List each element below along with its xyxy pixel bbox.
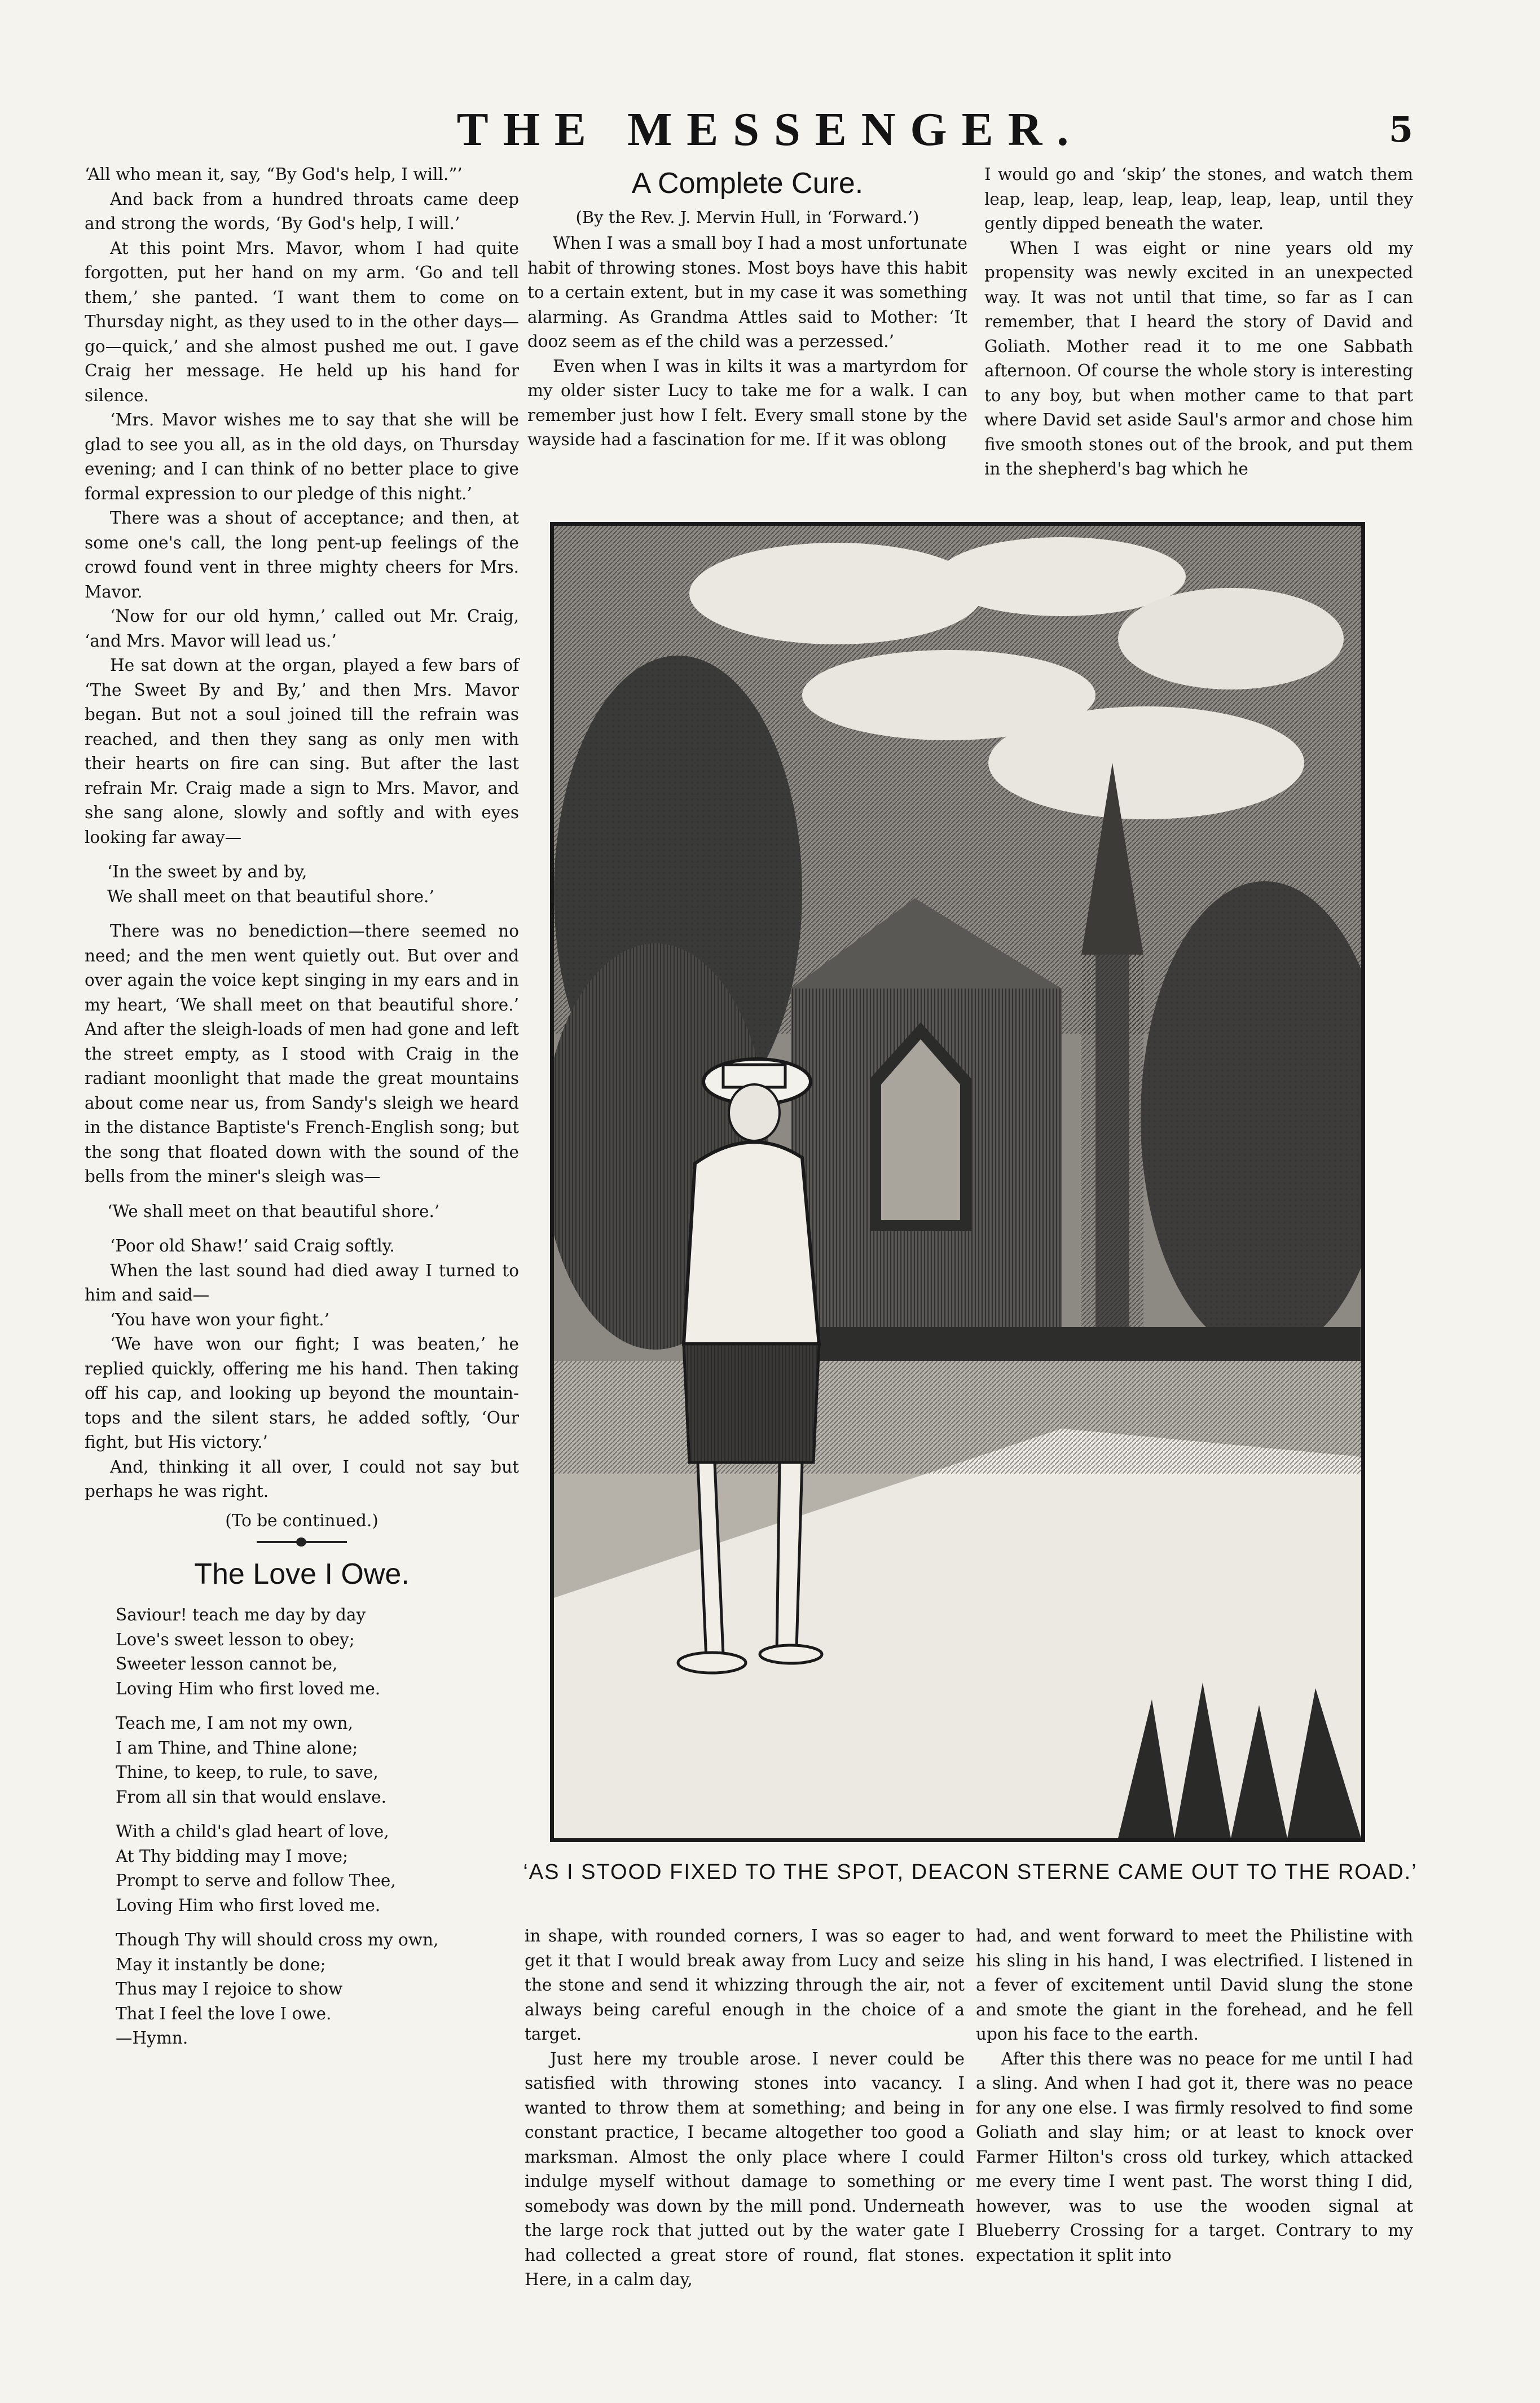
poem-line: Loving Him who first loved me. <box>116 1679 381 1698</box>
page-number: 5 <box>1388 109 1413 150</box>
poem-line: I am Thine, and Thine alone; <box>116 1738 358 1758</box>
illustration-caption: ‘AS I STOOD FIXED TO THE SPOT, DEACON STERNE CAME OUT TO THE ROAD.’ <box>523 1860 1418 1884</box>
poem-line: Teach me, I am not my own, <box>116 1714 353 1733</box>
paragraph: ‘Poor old Shaw!’ said Craig softly. <box>110 1236 395 1255</box>
paragraph: ‘You have won your fight.’ <box>110 1310 329 1329</box>
poem-stanza-1 <box>116 1603 519 1701</box>
paragraph: After this there was no peace for me until I had a sling. And when I had got it, there was no peace for any one else. I was firmly resolved to find some Goliath and slay him; or at least to knock over Farmer Hilton's cross old turkey, which attacked me every time I went past. The worst thing I did, however, was to use the wooden signal at Blueberry Crossing for a target. Contrary to my expectation it split into <box>976 2049 1413 2265</box>
paragraph: ‘Mrs. Mavor wishes me to say that she will be glad to see you all, as in the old days, on Thursday evening; and I can think of no better place to give formal expression to our pledge of this night.’ <box>85 410 519 503</box>
article-column-right-bottom <box>976 1924 1413 2268</box>
verse-line: ‘In the sweet by and by, <box>107 862 307 881</box>
page-header <box>0 102 1540 169</box>
article-byline: (By the Rev. J. Mervin Hull, in ‘Forward.’) <box>575 208 919 227</box>
paragraph: Just here my trouble arose. I never could be satisfied with throwing stones into vacancy. I wanted to throw them at something; and being in constant practice, I became altogether too good a marksman. Almost the only place where I could indulge myself without damage to something or somebody was down by the mill pond. Underneath the large rock that jutted out by the water gate I had collected a great store of round, flat stones. Here, in a calm day, <box>525 2049 965 2289</box>
engraving-illustration <box>554 526 1361 1838</box>
paragraph: When I was a small boy I had a most unfortunate habit of throwing stones. Most boys have this habit to a certain extent, but in my case it was something alarming. As Grandma Attles said to Mother: ‘It dooz seem as ef the child was a perzessed.’ <box>527 234 967 351</box>
paragraph: When I was eight or nine years old my propensity was newly excited in an unexpected way. It was not until that time, so far as I can remember, that I heard the story of David and Goliath. Mother read it to me one Sabbath afternoon. Of course the whole story is interesting to any boy, but when mother came to that part where David set aside Saul's armor and chose him five smooth stones out of the brook, and put them in the shepherd's bag which he <box>984 238 1413 478</box>
paragraph: There was a shout of acceptance; and then, at some one's call, the long pent-up feelings of the crowd found vent in three mighty cheers for Mrs. Mavor. <box>85 508 519 601</box>
poem-source: —Hymn. <box>116 2028 188 2048</box>
poem-stanza-3 <box>116 1820 519 1918</box>
article-title: A Complete Cure. <box>631 167 864 200</box>
poem-line: Love's sweet lesson to obey; <box>116 1629 355 1649</box>
paragraph: When the last sound had died away I turned to him and said— <box>85 1260 519 1304</box>
poem-line: At Thy bidding may I move; <box>116 1846 348 1866</box>
paragraph: had, and went forward to meet the Philistine with his sling in his hand, I was electrified. I listened in a fever of excitement until David slung the stone and smote the giant in the forehead, and he fell upon his face to the earth. <box>976 1926 1413 2044</box>
article-column-right-top <box>984 162 1413 482</box>
poem-line: Saviour! teach me day by day <box>116 1605 366 1624</box>
paragraph: And, thinking it all over, I could not say but perhaps he was right. <box>85 1457 519 1501</box>
paragraph: in shape, with rounded corners, I was so eager to get it that I would break away from Lucy and seize the stone and send it whizzing through the air, not always being careful enough in the choice of a target. <box>525 1926 965 2044</box>
paragraph: Even when I was in kilts it was a martyrdom for my older sister Lucy to take me for a walk. I can remember just how I felt. Every small stone by the wayside had a fascination for me. If it was oblong <box>527 356 967 449</box>
poem-title: The Love I Owe. <box>194 1558 410 1591</box>
poem-line: Loving Him who first loved me. <box>116 1895 381 1915</box>
poem-line: With a child's glad heart of love, <box>116 1822 389 1841</box>
poem-line: May it instantly be done; <box>116 1954 326 1974</box>
article-column-bottom <box>525 1924 965 2292</box>
paragraph: He sat down at the organ, played a few bars of ‘The Sweet By and By,’ and then Mrs. Mavor began. But not a soul joined till the refrain was reached, and then they sang as only men with their hearts on fire can sing. But after the last refrain Mr. Craig made a sign to Mrs. Mavor, and she sang alone, slowly and softly and with eyes looking far away— <box>85 656 519 847</box>
poem-line: Thus may I rejoice to show <box>116 1979 343 1998</box>
poem-line: Sweeter lesson cannot be, <box>116 1654 338 1673</box>
paragraph: ‘We have won our fight; I was beaten,’ he replied quickly, offering me his hand. Then taking off his cap, and looking up beyond the mountain-tops and the silent stars, he added softly, ‘Our fight, but His victory.’ <box>85 1334 519 1452</box>
poem-line: That I feel the love I owe. <box>116 2004 332 2023</box>
poem-line: Though Thy will should cross my own, <box>116 1930 439 1949</box>
masthead: THE MESSENGER. <box>456 103 1084 156</box>
paragraph: I would go and ‘skip’ the stones, and watch them leap, leap, leap, leap, leap, leap, leap, until they gently dipped beneath the water. <box>984 165 1413 233</box>
verse-quote <box>107 860 519 909</box>
article-column-top <box>527 162 967 453</box>
verse-line: We shall meet on that beautiful shore.’ <box>107 886 434 906</box>
poem-stanza-4 <box>116 1928 519 2051</box>
poem-line: From all sin that would enslave. <box>116 1787 386 1807</box>
paragraph: At this point Mrs. Mavor, whom I had quite forgotten, put her hand on my arm. ‘Go and tell them,’ she panted. ‘I want them to come on Thursday night, as they used to in the other days—go—quick,’ and she almost pushed me out. I gave Craig her message. He held up his hand for silence. <box>85 238 519 405</box>
poem-stanza-2 <box>116 1711 519 1809</box>
continued-note: (To be continued.) <box>225 1510 379 1530</box>
poem-line: Prompt to serve and follow Thee, <box>116 1871 396 1890</box>
paragraph: There was no benediction—there seemed no need; and the men went quietly out. But over and over again the voice kept singing in my ears and in my heart, ‘We shall meet on that beautiful shore.’ And after the sleigh-loads of men had gone and left the street empty, as I stood with Craig in the radiant moonlight that made the great mountains about come near us, from Sandy's sleigh we heard in the distance Baptiste's French-English song; but the song that floated down with the sound of the bells from the miner's sleigh was— <box>85 921 519 1186</box>
verse-line: ‘We shall meet on that beautiful shore.’ <box>107 1201 440 1221</box>
paragraph: ‘All who mean it, say, “By God's help, I will.”’ <box>85 165 463 184</box>
poem-line: Thine, to keep, to rule, to save, <box>116 1763 379 1782</box>
verse-quote <box>107 1200 519 1224</box>
column-left <box>85 162 519 2061</box>
paragraph: And back from a hundred throats came deep and strong the words, ‘By God's help, I will.’ <box>85 189 519 233</box>
illustration-boy-church <box>550 522 1365 1842</box>
section-divider <box>257 1541 347 1543</box>
paragraph: ‘Now for our old hymn,’ called out Mr. Craig, ‘and Mrs. Mavor will lead us.’ <box>85 607 519 651</box>
